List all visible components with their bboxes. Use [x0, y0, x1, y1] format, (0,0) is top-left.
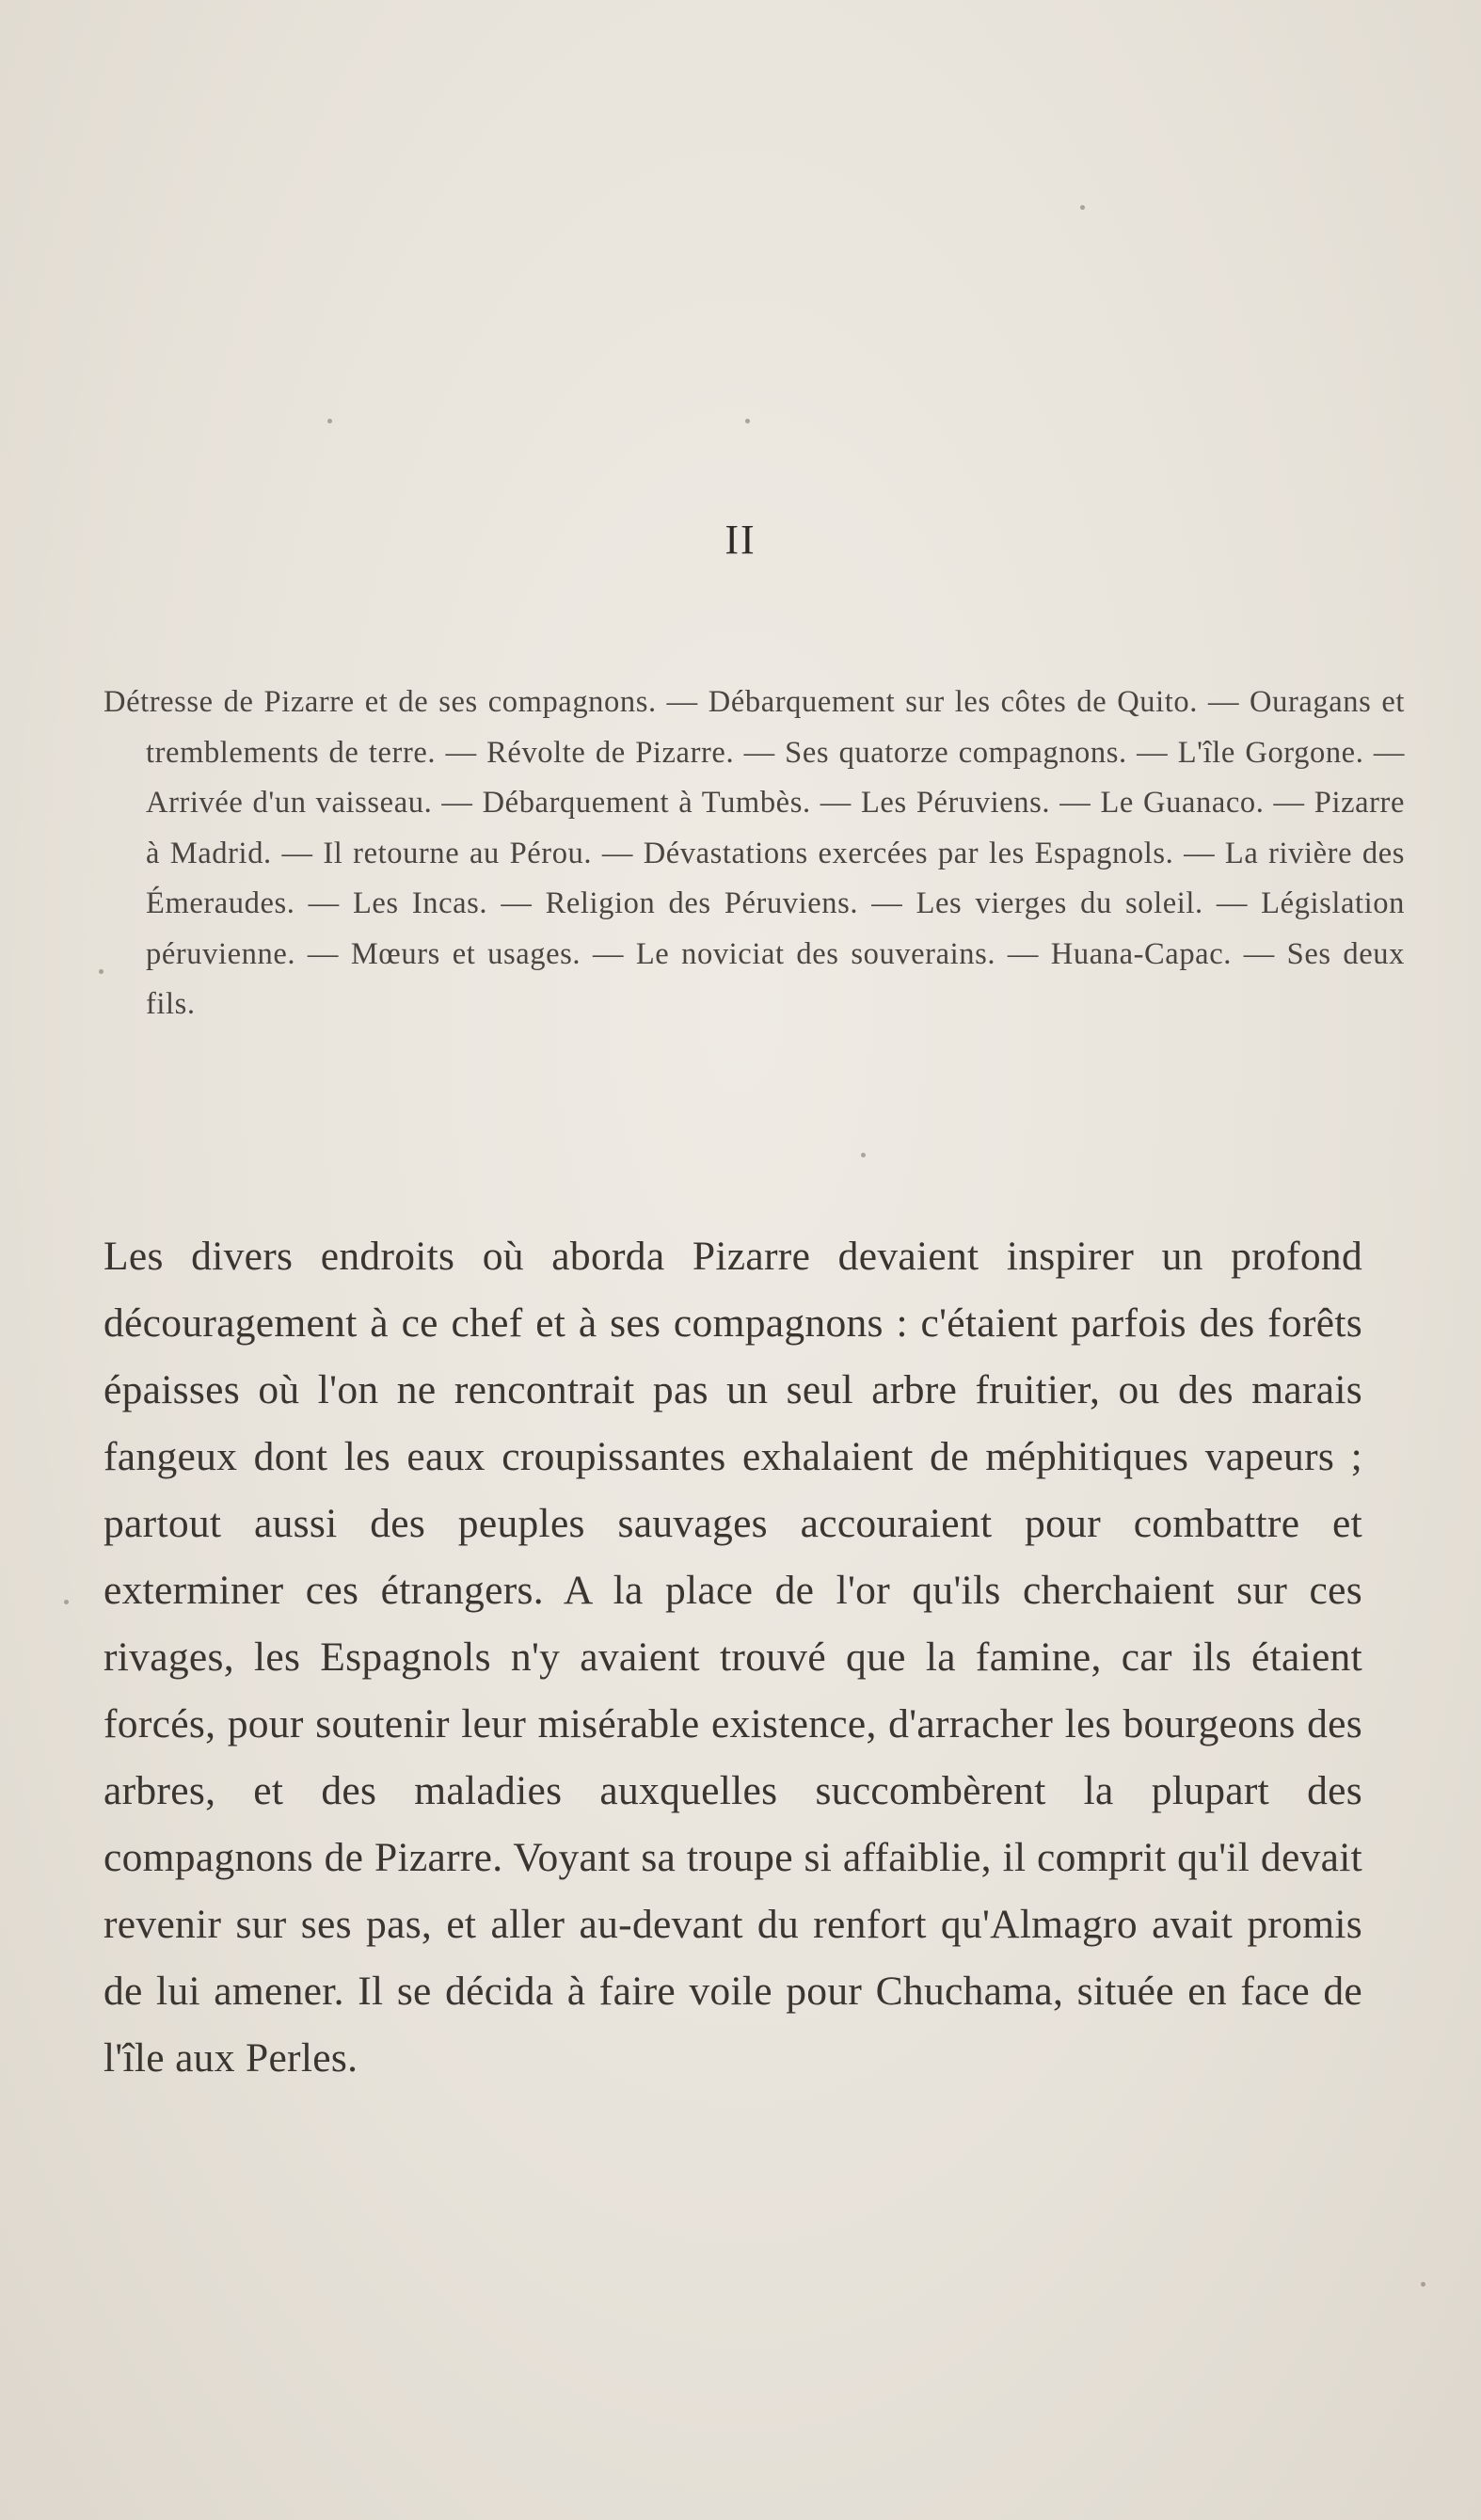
chapter-summary: Détresse de Pizarre et de ses compagnons. — Débarquement sur les côtes de Quito. — Ouragans et tremblements de terre. — Révolte de Pizarre. — Ses quatorze compagnons. — L'île Gorgone. — Arrivée d'un vaisseau. — Débarquement à Tumbès. — Les Péruviens. — Le Guanaco. — Pizarre à Madrid. — Il retourne au Pérou. — Dévastations exercées par les Espagnols. — La rivière des Émeraudes. — Les Incas. — Religion des Péruviens. — Les vierges du soleil. — Législation péruvienne. — Mœurs et usages. — Le noviciat des souverains. — Huana-Capac. — Ses deux fils. — [104, 685, 1405, 1021]
paper-speck — [1080, 205, 1085, 210]
chapter-number: II — [725, 517, 756, 563]
show-through-reverse-page — [75, 94, 1393, 706]
paragraph: Les divers endroits où aborda Pizarre devaient inspirer un profond découragement à ce chef et à ses compagnons : c'étaient parfois des forêts épaisses où l'on ne rencontrait pas un seul arbre fruitier, ou des marais fangeux dont les eaux croupissantes exhalaient de méphitiques vapeurs ; partout aussi des peuples sauvages accouraient pour combattre et exterminer ces étrangers. A la place de l'or qu'ils cherchaient sur ces rivages, les Espagnols n'y avaient trouvé que la famine, car ils étaient forcés, pour soutenir leur misérable existence, d'arracher les bourgeons des arbres, et des maladies auxquelles succombèrent la plupart des compagnons de Pizarre. Voyant sa troupe si affaiblie, il comprit qu'il devait revenir sur ses pas, et aller au-devant du renfort qu'Almagro avait promis de lui amener. Il se décida à faire voile pour Chuchama, située en face de l'île aux Perles. — [104, 1234, 1362, 2081]
paper-speck — [327, 419, 332, 423]
body-text — [104, 1223, 1362, 2092]
paper-speck — [745, 419, 750, 423]
paper-speck — [861, 1153, 866, 1157]
paper-speck — [1421, 2282, 1425, 2287]
paper-speck — [64, 1600, 69, 1604]
